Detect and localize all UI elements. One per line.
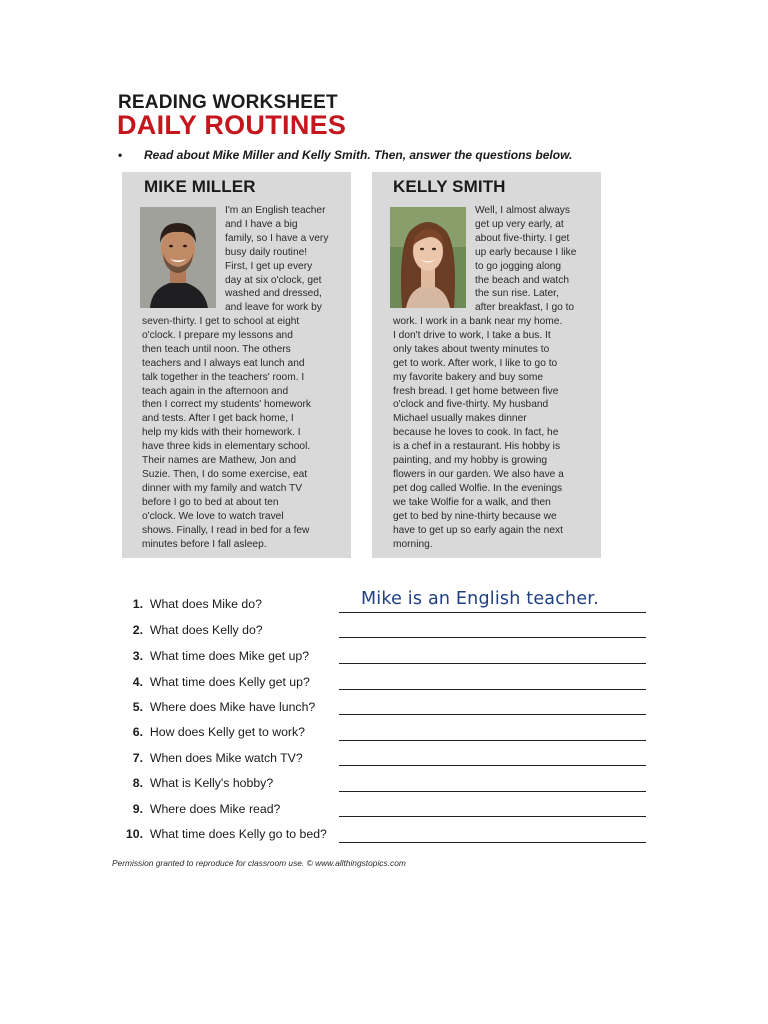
answer-line-7[interactable]: [339, 765, 646, 766]
question-text: What time does Kelly go to bed?: [149, 827, 327, 841]
answer-line-1[interactable]: [339, 612, 646, 613]
mike-text-below-photo: [142, 315, 347, 551]
text-line: minutes before I fall asleep.: [142, 538, 267, 550]
question-number: 8.: [132, 776, 143, 790]
text-line: family, so I have a very: [225, 232, 329, 244]
question-item: [112, 801, 280, 817]
text-line: pet dog called Wolfie. In the evenings: [393, 482, 563, 494]
question-text: How does Kelly get to work?: [149, 725, 305, 739]
question-text: Where does Mike read?: [149, 802, 281, 816]
mike-reading-box: [122, 172, 351, 558]
answer-line-4[interactable]: [339, 689, 646, 690]
question-item: [112, 750, 303, 766]
question-text: When does Mike watch TV?: [149, 751, 303, 765]
question-number: 10.: [125, 827, 143, 841]
text-line: talk together in the teachers' room. I: [142, 371, 305, 383]
text-line: have to get up so early again the next: [393, 524, 563, 536]
question-number: 4.: [132, 675, 143, 689]
bullet-icon: •: [118, 148, 123, 162]
text-line: busy daily routine!: [225, 246, 308, 258]
text-line: is a chef in a restaurant. His hobby is: [393, 441, 561, 453]
worksheet-title: DAILY ROUTINES: [117, 110, 347, 140]
text-line: I don't drive to work, I take a bus. It: [393, 329, 551, 341]
answer-line-6[interactable]: [339, 740, 646, 741]
instructions-text: Read about Mike Miller and Kelly Smith. Then, answer the questions below.: [144, 148, 573, 162]
sample-answer: Mike is an English teacher.: [361, 589, 599, 609]
text-line: get to work. After work, I like to go to: [393, 357, 558, 369]
text-line: we take Wolfie for a walk, and then: [393, 496, 551, 508]
text-line: painting, and my hobby is growing: [393, 455, 548, 467]
text-line: Their names are Mathew, Jon and: [142, 455, 297, 467]
text-line: have three kids in elementary school.: [142, 441, 311, 453]
question-item: [112, 724, 305, 740]
question-item: [112, 699, 315, 715]
text-line: fresh bread. I get home between five: [393, 385, 559, 397]
mike-name-heading: MIKE MILLER: [144, 177, 256, 196]
question-text: What time does Kelly get up?: [149, 675, 310, 689]
question-number: 5.: [132, 700, 143, 714]
text-line: washed and dressed,: [225, 288, 322, 300]
question-number: 9.: [132, 802, 143, 816]
text-line: before I go to bed at about ten: [142, 496, 279, 508]
mike-photo: [140, 207, 216, 308]
text-line: only takes about twenty minutes to: [393, 343, 550, 355]
text-line: then teach until noon. The others: [142, 343, 291, 355]
text-line: work. I work in a bank near my home.: [393, 316, 563, 327]
text-line: my favorite bakery and buy some: [393, 371, 544, 383]
text-line: about five-thirty. I get: [475, 232, 570, 244]
text-line: to go jogging along: [475, 260, 562, 272]
text-line: teachers and I always eat lunch and: [142, 357, 305, 369]
text-line: o'clock and five-thirty. My husband: [393, 399, 549, 411]
question-text: What does Kelly do?: [149, 623, 263, 637]
kelly-reading-box: [372, 172, 601, 558]
worksheet-type-heading: READING WORKSHEET: [118, 92, 338, 113]
question-number: 6.: [132, 725, 143, 739]
text-line: morning.: [393, 538, 433, 550]
text-line: day at six o'clock, get: [225, 274, 322, 286]
question-text: Where does Mike have lunch?: [149, 700, 316, 714]
text-line: First, I get up every: [225, 260, 313, 272]
text-line: help my kids with their homework. I: [142, 427, 301, 439]
kelly-text-beside-photo: [475, 204, 597, 315]
text-line: and I have a big: [225, 218, 298, 230]
text-line: then I correct my students' homework: [142, 399, 311, 411]
text-line: the sun rise. Later,: [475, 288, 559, 300]
question-number: 3.: [132, 649, 143, 663]
text-line: the beach and watch: [475, 274, 570, 286]
question-item: [112, 674, 310, 690]
question-number: 7.: [132, 751, 143, 765]
text-line: after breakfast, I go to: [475, 302, 575, 314]
text-line: flowers in our garden. We also have a: [393, 468, 564, 480]
instructions: [118, 148, 572, 162]
question-number: 1.: [132, 597, 143, 611]
text-line: teach again in the afternoon and: [142, 385, 289, 397]
answer-line-5[interactable]: [339, 714, 646, 715]
text-line: o'clock. I prepare my lessons and: [142, 329, 293, 341]
text-line: Suzie. Then, I do some exercise, eat: [142, 468, 308, 480]
text-line: because he loves to cook. In fact, he: [393, 427, 559, 439]
text-line: get to bed by nine-thirty because we: [393, 510, 557, 522]
question-text: What is Kelly's hobby?: [149, 776, 274, 790]
question-item: [112, 622, 263, 638]
text-line: up early because I like: [475, 246, 577, 258]
question-text: What time does Mike get up?: [149, 649, 310, 663]
kelly-text-below-photo: [393, 315, 599, 551]
text-line: Michael usually makes dinner: [393, 413, 527, 425]
text-line: and leave for work by: [225, 302, 322, 314]
answer-line-9[interactable]: [339, 816, 646, 817]
kelly-photo: [390, 207, 466, 308]
mike-text-beside-photo: [225, 204, 347, 315]
text-line: Well, I almost always: [475, 205, 570, 216]
text-line: seven-thirty. I get to school at eight: [142, 316, 300, 327]
text-line: dinner with my family and watch TV: [142, 482, 303, 494]
question-number: 2.: [132, 623, 143, 637]
answer-line-2[interactable]: [339, 637, 646, 638]
text-line: and tests. After I get back home, I: [142, 413, 294, 425]
text-line: get up very early, at: [475, 218, 564, 230]
question-item: [112, 775, 273, 791]
question-item: [112, 826, 327, 842]
question-item: [112, 596, 262, 612]
question-text: What does Mike do?: [149, 597, 262, 611]
answer-line-3[interactable]: [339, 663, 646, 664]
answer-line-8[interactable]: [339, 791, 646, 792]
question-item: [112, 648, 309, 664]
copyright-footer: Permission granted to reproduce for classroom use. © www.allthingstopics.com: [112, 858, 406, 868]
text-line: o'clock. We love to watch travel: [142, 510, 284, 522]
text-line: shows. Finally, I read in bed for a few: [142, 524, 310, 536]
text-line: I'm an English teacher: [225, 205, 326, 216]
kelly-name-heading: KELLY SMITH: [393, 177, 506, 196]
answer-line-10[interactable]: [339, 842, 646, 843]
